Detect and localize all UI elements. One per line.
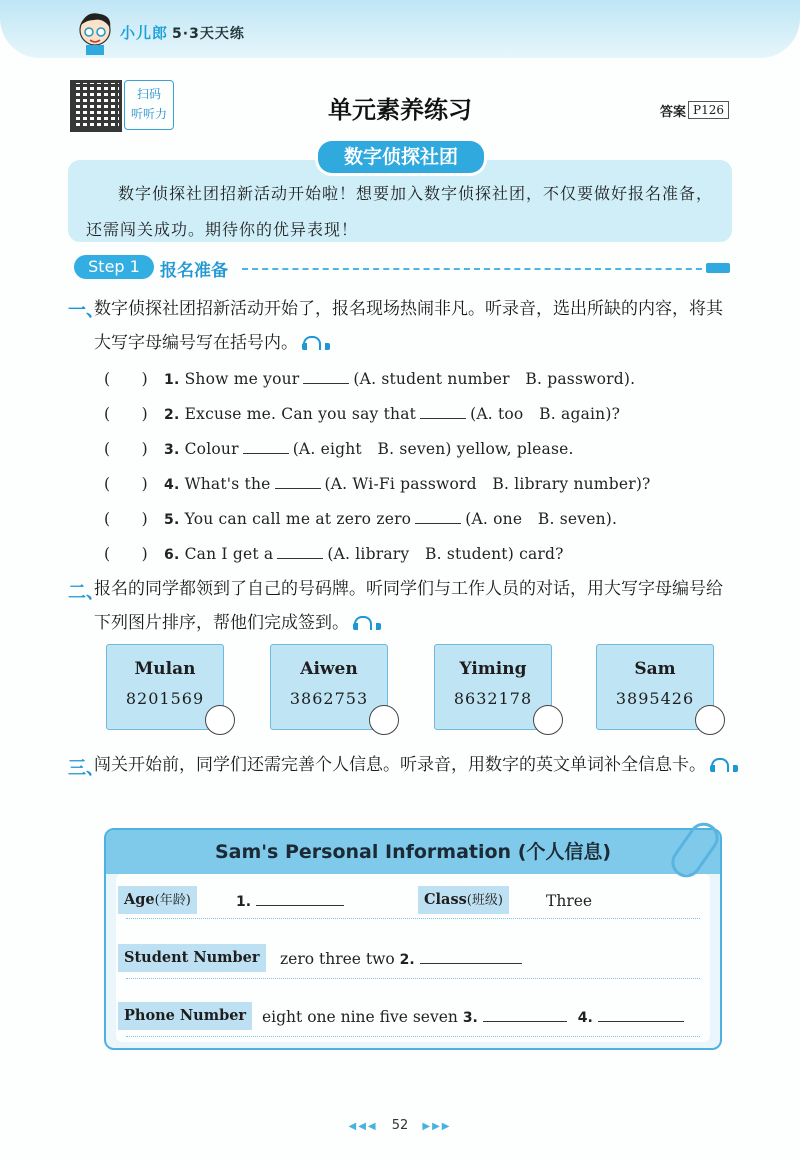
question-row: [104, 402, 620, 424]
blank-number: 4.: [577, 1010, 593, 1026]
name-card: [596, 644, 714, 730]
student-number-value: zero three two: [280, 950, 395, 968]
step-divider: [242, 268, 712, 270]
phone-number-value: eight one nine five seven: [262, 1008, 458, 1026]
question-row: [104, 507, 617, 529]
card-number: 8201569: [125, 689, 205, 708]
class-cn: (班级): [466, 893, 503, 908]
question-options: (A. library B. student) card?: [327, 545, 564, 563]
personal-info-card: [104, 828, 722, 1050]
question-row: [104, 437, 574, 459]
pencil-icon: [706, 263, 730, 273]
blank-number: 3.: [462, 1010, 478, 1026]
phone-blank-4[interactable]: [598, 1010, 684, 1022]
card-name: Aiwen: [300, 659, 358, 679]
answer-circle[interactable]: [369, 705, 399, 735]
question-number: 1.: [164, 372, 180, 388]
section1-instructions: [94, 292, 734, 360]
card-name: Sam: [634, 659, 676, 679]
page-number: 52: [391, 1118, 409, 1133]
answer-label: 答案: [660, 104, 687, 120]
step-label: 报名准备: [160, 261, 228, 281]
question-number: 5.: [164, 512, 180, 528]
question-text: Excuse me. Can you say that: [184, 405, 417, 423]
card-name: Mulan: [134, 659, 196, 679]
card-number: 3862753: [289, 689, 369, 708]
info-card-body: [116, 874, 710, 1042]
answer-paren[interactable]: ( ): [104, 370, 148, 388]
question-options: (A. one B. seven).: [465, 510, 618, 528]
phone-blank-3[interactable]: [483, 1010, 567, 1022]
question-text: Can I get a: [184, 545, 274, 563]
qr-label-line2: 听听力: [130, 107, 167, 121]
headphones-icon[interactable]: [710, 757, 728, 773]
answer-circle[interactable]: [533, 705, 563, 735]
question-number: 2.: [164, 407, 180, 423]
page-footer: [0, 1118, 800, 1133]
answer-paren[interactable]: ( ): [104, 475, 148, 493]
section2-text: 报名的同学都领到了自己的号码牌。听同学们与工作人员的对话，用大写字母编号给下列图片排序，帮他们完成签到。: [94, 579, 723, 633]
series-name: 5·3天天练: [172, 26, 245, 42]
class-label: Class: [424, 891, 467, 908]
blank-line: [303, 370, 349, 384]
page-title: 单元素养练习: [328, 96, 472, 124]
dotted-divider: [126, 1036, 700, 1037]
question-row: [104, 472, 651, 494]
blank-line: [243, 440, 289, 454]
student-number-field: [280, 950, 522, 968]
left-arrows-icon: ◀◀◀: [348, 1121, 378, 1132]
club-title: 数字侦探社团: [318, 141, 484, 173]
age-field: [236, 892, 344, 910]
step-pill: Step 1: [74, 255, 154, 279]
blank-line: [277, 545, 323, 559]
section3-instructions: [94, 748, 734, 782]
qr-label-line1: 扫码: [136, 87, 161, 101]
student-number-tag: Student Number: [118, 944, 266, 972]
section3-text: 闯关开始前，同学们还需完善个人信息。听录音，用数字的英文单词补全信息卡。: [94, 755, 706, 775]
section2-instructions: [94, 572, 734, 640]
name-card: [106, 644, 224, 730]
name-card: [270, 644, 388, 730]
question-options: (A. Wi-Fi password B. library number)?: [324, 475, 651, 493]
blank-line: [275, 475, 321, 489]
question-number: 3.: [164, 442, 180, 458]
question-options: (A. student number B. password).: [353, 370, 636, 388]
card-number: 3895426: [615, 689, 695, 708]
club-intro-text: 数字侦探社团招新活动开始啦！想要加入数字侦探社团，不仅要做好报名准备，还需闯关成功。期待你的优异表现！: [86, 184, 714, 239]
answer-circle[interactable]: [695, 705, 725, 735]
headphones-icon[interactable]: [353, 615, 371, 631]
answer-paren[interactable]: ( ): [104, 440, 148, 458]
answer-page: P126: [688, 101, 729, 119]
age-label: Age: [124, 891, 155, 908]
blank-line: [420, 405, 466, 419]
answer-circle[interactable]: [205, 705, 235, 735]
answer-reference: [660, 100, 729, 120]
question-number: 6.: [164, 547, 180, 563]
dotted-divider: [126, 978, 700, 979]
answer-paren[interactable]: ( ): [104, 545, 148, 563]
question-row: [104, 367, 635, 389]
section1-number: 一、: [68, 300, 104, 321]
question-options: (A. too B. again)?: [470, 405, 621, 423]
blank-number: 1.: [236, 894, 252, 910]
answer-paren[interactable]: ( ): [104, 510, 148, 528]
info-card-title: Sam's Personal Information (个人信息): [106, 830, 720, 874]
brand-name: 小儿郎: [120, 24, 169, 42]
age-tag: [118, 886, 197, 914]
question-number: 4.: [164, 477, 180, 493]
phone-number-field: [262, 1008, 684, 1026]
age-blank[interactable]: [256, 894, 344, 906]
card-number: 8632178: [453, 689, 533, 708]
blank-line: [415, 510, 461, 524]
question-text: You can call me at zero zero: [184, 510, 412, 528]
section1-text: 数字侦探社团招新活动开始了，报名现场热闹非凡。听录音，选出所缺的内容，将其大写字母编号写在括号内。: [94, 299, 723, 353]
card-name: Yiming: [459, 659, 527, 679]
answer-paren[interactable]: ( ): [104, 405, 148, 423]
name-card: [434, 644, 552, 730]
section3-number: 三、: [68, 758, 104, 779]
brand-title: [120, 22, 245, 43]
section2-number: 二、: [68, 582, 104, 603]
question-row: [104, 542, 564, 564]
mascot-logo-icon: [74, 8, 116, 56]
age-cn: (年龄): [154, 893, 191, 908]
question-text: Colour: [184, 440, 239, 458]
headphones-icon[interactable]: [302, 335, 320, 351]
class-value: Three: [546, 892, 593, 910]
question-options: (A. eight B. seven) yellow, please.: [292, 440, 574, 458]
blank-number: 2.: [399, 952, 415, 968]
dotted-divider: [126, 918, 700, 919]
class-tag: [418, 886, 509, 914]
right-arrows-icon: ▶▶▶: [422, 1121, 452, 1132]
question-text: Show me your: [184, 370, 300, 388]
phone-number-tag: Phone Number: [118, 1002, 252, 1030]
question-text: What's the: [184, 475, 271, 493]
student-number-blank[interactable]: [420, 952, 522, 964]
